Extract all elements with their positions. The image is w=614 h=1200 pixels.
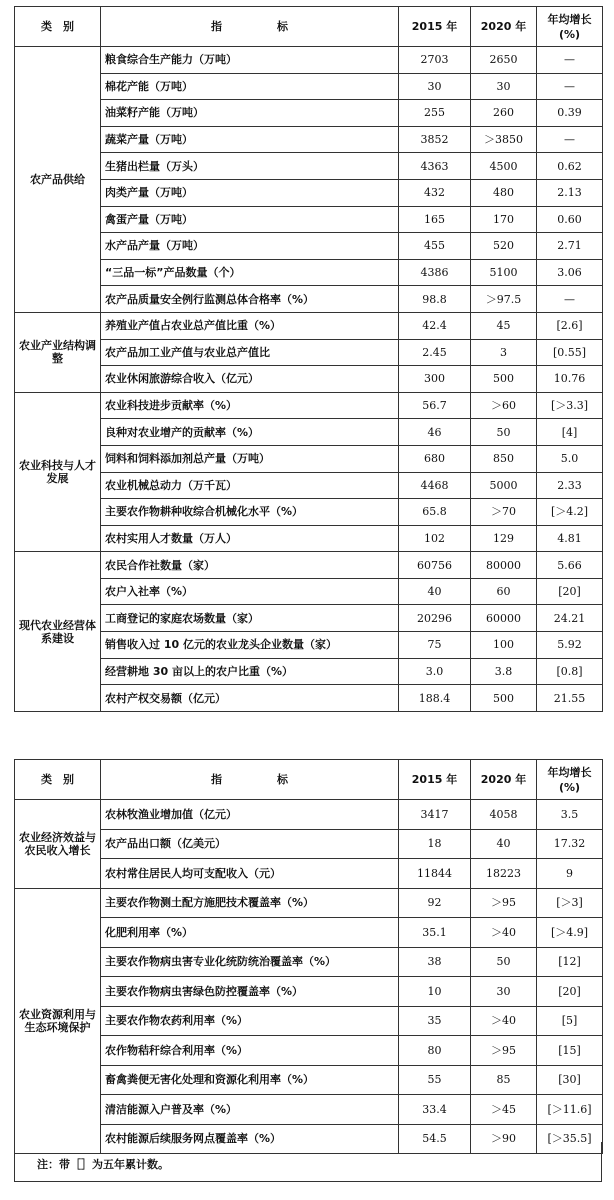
value-2015-cell: 75 — [399, 632, 471, 659]
table-row — [15, 339, 603, 366]
indicator-cell: 蔬菜产量（万吨） — [101, 126, 399, 153]
value-2020-cell: 30 — [471, 73, 537, 100]
value-2015-cell: 10 — [399, 977, 471, 1007]
value-2015-cell: 33.4 — [399, 1095, 471, 1125]
growth-cell: [5] — [537, 1006, 603, 1036]
indicator-cell: 销售收入过 10 亿元的农业龙头企业数量（家） — [101, 632, 399, 659]
category-cell: 农业经济效益与农民收入增长 — [15, 800, 101, 889]
growth-cell: [2.6] — [537, 312, 603, 339]
value-2015-cell: 65.8 — [399, 499, 471, 526]
value-2020-cell: ＞95 — [471, 888, 537, 918]
category-cell: 农业资源利用与生态环境保护 — [15, 888, 101, 1154]
value-2015-cell: 46 — [399, 419, 471, 446]
value-2020-cell: 3.8 — [471, 658, 537, 685]
growth-cell: 3.06 — [537, 259, 603, 286]
growth-cell: [12] — [537, 947, 603, 977]
indicator-cell: 肉类产量（万吨） — [101, 179, 399, 206]
value-2020-cell: 3 — [471, 339, 537, 366]
value-2020-cell: ＞40 — [471, 918, 537, 948]
table-row — [15, 153, 603, 180]
value-2020-cell: ＞45 — [471, 1095, 537, 1125]
value-2020-cell: ＞70 — [471, 499, 537, 526]
indicator-cell: 农业休闲旅游综合收入（亿元） — [101, 366, 399, 393]
table-row — [15, 392, 603, 419]
table-row — [15, 859, 603, 889]
value-2015-cell: 42.4 — [399, 312, 471, 339]
growth-cell: [＞4.2] — [537, 499, 603, 526]
category-cell: 农业产业结构调整 — [15, 312, 101, 392]
value-2015-cell: 54.5 — [399, 1124, 471, 1154]
header-2015: 2015 年 — [399, 7, 471, 47]
indicator-cell: 油菜籽产能（万吨） — [101, 100, 399, 127]
indicator-cell: 生猪出栏量（万头） — [101, 153, 399, 180]
table-header-row — [15, 7, 603, 47]
indicator-cell: 工商登记的家庭农场数量（家） — [101, 605, 399, 632]
table-row — [15, 499, 603, 526]
value-2020-cell: 4058 — [471, 800, 537, 830]
value-2020-cell: ＞90 — [471, 1124, 537, 1154]
table-row — [15, 658, 603, 685]
value-2020-cell: 100 — [471, 632, 537, 659]
value-2015-cell: 300 — [399, 366, 471, 393]
indicator-cell: 农业机械总动力（万千瓦） — [101, 472, 399, 499]
value-2015-cell: 165 — [399, 206, 471, 233]
value-2020-cell: 5100 — [471, 259, 537, 286]
header-category: 类 别 — [15, 7, 101, 47]
growth-cell: 24.21 — [537, 605, 603, 632]
value-2015-cell: 98.8 — [399, 286, 471, 313]
header-2020: 2020 年 — [471, 760, 537, 800]
indicator-cell: 农户入社率（%） — [101, 578, 399, 605]
value-2015-cell: 11844 — [399, 859, 471, 889]
indicator-cell: 水产品产量（万吨） — [101, 233, 399, 260]
growth-cell: 2.33 — [537, 472, 603, 499]
indicator-cell: 农业科技进步贡献率（%） — [101, 392, 399, 419]
header-indicator: 指 标 — [101, 760, 399, 800]
indicator-cell: 农作物秸秆综合利用率（%） — [101, 1036, 399, 1066]
table-row — [15, 525, 603, 552]
table-row — [15, 918, 603, 948]
indicator-cell: 经营耕地 30 亩以上的农户比重（%） — [101, 658, 399, 685]
table-row — [15, 259, 603, 286]
value-2020-cell: 40 — [471, 829, 537, 859]
value-2020-cell: 2650 — [471, 47, 537, 74]
growth-cell: — — [537, 126, 603, 153]
indicator-cell: 农林牧渔业增加值（亿元） — [101, 800, 399, 830]
value-2020-cell: 850 — [471, 445, 537, 472]
indicator-cell: 化肥利用率（%） — [101, 918, 399, 948]
value-2015-cell: 432 — [399, 179, 471, 206]
value-2020-cell: 50 — [471, 947, 537, 977]
growth-cell: 9 — [537, 859, 603, 889]
category-cell: 现代农业经营体系建设 — [15, 552, 101, 712]
growth-cell: 5.92 — [537, 632, 603, 659]
growth-cell: 5.66 — [537, 552, 603, 579]
value-2015-cell: 60756 — [399, 552, 471, 579]
value-2020-cell: ＞95 — [471, 1036, 537, 1066]
table-row — [15, 1065, 603, 1095]
value-2015-cell: 56.7 — [399, 392, 471, 419]
value-2015-cell: 38 — [399, 947, 471, 977]
table-row — [15, 419, 603, 446]
value-2015-cell: 80 — [399, 1036, 471, 1066]
growth-cell: 2.71 — [537, 233, 603, 260]
table-row — [15, 578, 603, 605]
value-2020-cell: 500 — [471, 366, 537, 393]
growth-cell: [30] — [537, 1065, 603, 1095]
value-2020-cell: 18223 — [471, 859, 537, 889]
table-row — [15, 179, 603, 206]
value-2015-cell: 40 — [399, 578, 471, 605]
value-2020-cell: 260 — [471, 100, 537, 127]
header-2020: 2020 年 — [471, 7, 537, 47]
indicator-cell: 农村产权交易额（亿元） — [101, 685, 399, 712]
indicator-cell: 饲料和饲料添加剂总产量（万吨） — [101, 445, 399, 472]
value-2015-cell: 3417 — [399, 800, 471, 830]
indicator-cell: 农民合作社数量（家） — [101, 552, 399, 579]
indicator-cell: 棉花产能（万吨） — [101, 73, 399, 100]
value-2020-cell: ＞40 — [471, 1006, 537, 1036]
growth-cell: — — [537, 47, 603, 74]
value-2015-cell: 188.4 — [399, 685, 471, 712]
value-2015-cell: 20296 — [399, 605, 471, 632]
indicator-cell: 主要农作物农药利用率（%） — [101, 1006, 399, 1036]
header-2015: 2015 年 — [399, 760, 471, 800]
value-2020-cell: 60000 — [471, 605, 537, 632]
table-row — [15, 126, 603, 153]
table-row — [15, 1095, 603, 1125]
growth-cell: 21.55 — [537, 685, 603, 712]
growth-cell: [20] — [537, 578, 603, 605]
indicator-cell: 农产品出口额（亿美元） — [101, 829, 399, 859]
value-2020-cell: ＞97.5 — [471, 286, 537, 313]
growth-cell: [＞3] — [537, 888, 603, 918]
table-row — [15, 829, 603, 859]
growth-cell: 4.81 — [537, 525, 603, 552]
indicator-cell: 主要农作物病虫害绿色防控覆盖率（%） — [101, 977, 399, 1007]
table-row — [15, 632, 603, 659]
table-row — [15, 685, 603, 712]
header-category: 类 别 — [15, 760, 101, 800]
table-row — [15, 605, 603, 632]
category-cell: 农产品供给 — [15, 47, 101, 313]
indicator-cell: 主要农作物测土配方施肥技术覆盖率（%） — [101, 888, 399, 918]
indicator-cell: 农村能源后续服务网点覆盖率（%） — [101, 1124, 399, 1154]
value-2020-cell: 30 — [471, 977, 537, 1007]
indicator-cell: 主要农作物耕种收综合机械化水平（%） — [101, 499, 399, 526]
value-2020-cell: 129 — [471, 525, 537, 552]
growth-cell: [＞4.9] — [537, 918, 603, 948]
value-2020-cell: 520 — [471, 233, 537, 260]
table-row — [15, 47, 603, 74]
value-2020-cell: 85 — [471, 1065, 537, 1095]
table-row — [15, 445, 603, 472]
table-row — [15, 206, 603, 233]
indicator-cell: 农产品加工业产值与农业总产值比 — [101, 339, 399, 366]
value-2020-cell: 5000 — [471, 472, 537, 499]
value-2015-cell: 4363 — [399, 153, 471, 180]
growth-cell: [0.55] — [537, 339, 603, 366]
value-2020-cell: ＞3850 — [471, 126, 537, 153]
table-row — [15, 552, 603, 579]
value-2015-cell: 102 — [399, 525, 471, 552]
indicator-cell: 畜禽粪便无害化处理和资源化利用率（%） — [101, 1065, 399, 1095]
indicator-cell: 禽蛋产量（万吨） — [101, 206, 399, 233]
value-2015-cell: 92 — [399, 888, 471, 918]
indicator-table-2 — [14, 759, 603, 1154]
value-2020-cell: 50 — [471, 419, 537, 446]
indicator-table-1 — [14, 6, 603, 712]
growth-cell: 17.32 — [537, 829, 603, 859]
indicator-cell: 农产品质量安全例行监测总体合格率（%） — [101, 286, 399, 313]
table-row — [15, 100, 603, 127]
value-2015-cell: 680 — [399, 445, 471, 472]
growth-cell: 5.0 — [537, 445, 603, 472]
indicator-cell: 主要农作物病虫害专业化统防统治覆盖率（%） — [101, 947, 399, 977]
growth-cell: 0.39 — [537, 100, 603, 127]
value-2015-cell: 3.0 — [399, 658, 471, 685]
growth-cell: [＞3.3] — [537, 392, 603, 419]
header-growth: 年均增长 (%) — [537, 760, 603, 800]
growth-cell: — — [537, 286, 603, 313]
growth-cell: 3.5 — [537, 800, 603, 830]
indicator-cell: “三品一标”产品数量（个） — [101, 259, 399, 286]
value-2015-cell: 255 — [399, 100, 471, 127]
value-2020-cell: 60 — [471, 578, 537, 605]
table-row — [15, 366, 603, 393]
value-2020-cell: 80000 — [471, 552, 537, 579]
table-row — [15, 947, 603, 977]
table-row — [15, 1006, 603, 1036]
value-2020-cell: 500 — [471, 685, 537, 712]
table-header-row — [15, 760, 603, 800]
value-2015-cell: 30 — [399, 73, 471, 100]
category-cell: 农业科技与人才发展 — [15, 392, 101, 552]
value-2015-cell: 455 — [399, 233, 471, 260]
value-2015-cell: 4386 — [399, 259, 471, 286]
value-2015-cell: 35.1 — [399, 918, 471, 948]
table-row — [15, 312, 603, 339]
growth-cell: 2.13 — [537, 179, 603, 206]
value-2020-cell: 4500 — [471, 153, 537, 180]
header-growth: 年均增长 (%) — [537, 7, 603, 47]
indicator-cell: 粮食综合生产能力（万吨） — [101, 47, 399, 74]
indicator-cell: 农村常住居民人均可支配收入（元） — [101, 859, 399, 889]
growth-cell: 10.76 — [537, 366, 603, 393]
table-row — [15, 888, 603, 918]
table-row — [15, 472, 603, 499]
growth-cell: [＞11.6] — [537, 1095, 603, 1125]
growth-cell: [＞35.5] — [537, 1124, 603, 1154]
indicator-cell: 良种对农业增产的贡献率（%） — [101, 419, 399, 446]
table-row — [15, 286, 603, 313]
value-2015-cell: 18 — [399, 829, 471, 859]
value-2015-cell: 55 — [399, 1065, 471, 1095]
table-row — [15, 977, 603, 1007]
growth-cell: [15] — [537, 1036, 603, 1066]
indicator-cell: 养殖业产值占农业总产值比重（%） — [101, 312, 399, 339]
growth-cell: 0.62 — [537, 153, 603, 180]
table-row — [15, 800, 603, 830]
table-row — [15, 1036, 603, 1066]
value-2015-cell: 2703 — [399, 47, 471, 74]
value-2020-cell: ＞60 — [471, 392, 537, 419]
growth-cell: [0.8] — [537, 658, 603, 685]
indicator-cell: 清洁能源入户普及率（%） — [101, 1095, 399, 1125]
growth-cell: 0.60 — [537, 206, 603, 233]
indicator-cell: 农村实用人才数量（万人） — [101, 525, 399, 552]
value-2015-cell: 3852 — [399, 126, 471, 153]
value-2020-cell: 45 — [471, 312, 537, 339]
value-2015-cell: 4468 — [399, 472, 471, 499]
table-row — [15, 233, 603, 260]
table-row — [15, 73, 603, 100]
value-2015-cell: 2.45 — [399, 339, 471, 366]
growth-cell: [4] — [537, 419, 603, 446]
header-indicator: 指 标 — [101, 7, 399, 47]
value-2015-cell: 35 — [399, 1006, 471, 1036]
growth-cell: [20] — [537, 977, 603, 1007]
growth-cell: — — [537, 73, 603, 100]
value-2020-cell: 480 — [471, 179, 537, 206]
value-2020-cell: 170 — [471, 206, 537, 233]
table-note: 注：带［］为五年累计数。 — [14, 1142, 602, 1182]
